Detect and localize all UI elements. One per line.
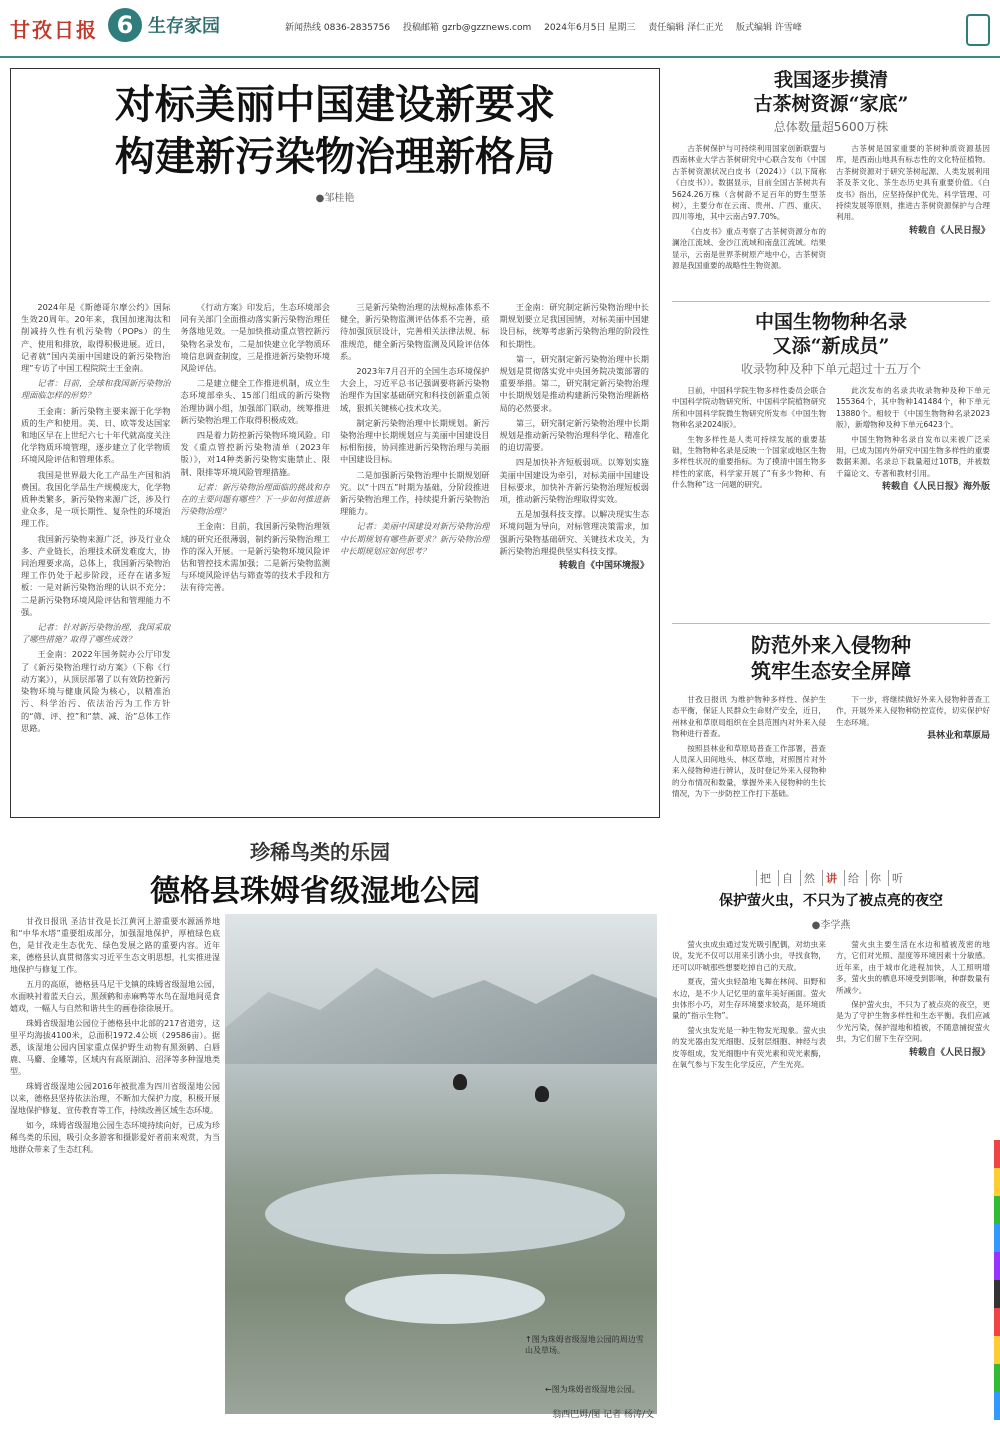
invasive-body — [672, 694, 990, 864]
paragraph: 甘孜日报讯 为维护物种多样性、保护生态平衡，保证人民群众生命财产安全，近日，州林业和草原局组织在全县范围内对外来入侵物种进行普查。 — [672, 695, 826, 739]
essay-byline: ●李学燕 — [811, 920, 851, 931]
paragraph: 王金南：新污染物主要来源于化学物质的生产和使用。美、日、欧等发达国家和地区早在上世纪六七十年代就高度关注化学物质环境管理，逐步建立了化学物质环境风险评估和管理体系。 — [21, 405, 171, 465]
paragraph: 古茶树是国家重要的茶树种质资源基因库，是西南山地具有标志性的文化特征植物。古茶树资源对于研究茶树起源、人类发展利用茶及茶文化、茶生态历史具有重要价值。《白皮书》指出，应坚持保护优先、科学管理、可持续发展等原则，推进古茶树资源保护与合理利用。 — [836, 144, 990, 222]
wetland-article — [10, 826, 658, 1418]
tea-article — [672, 68, 990, 293]
tea-subtitle: 总体数量超5600万株 — [773, 120, 889, 134]
banner-char: 然 — [800, 870, 818, 886]
paragraph: 王金南：研究制定新污染物治理中长期规划要立足我国国情，对标美丽中国建设目标，统筹考虑新污染物治理的阶段性和长期性。 — [499, 302, 649, 349]
invasive-article — [672, 632, 990, 864]
paragraph: 古茶树保护与可持续利用国家创新联盟与西南林业大学古茶树研究中心联合发布《中国古茶树资源状况白皮书（2024）》（以下简称《白皮书》）。数据显示，目前全国古茶树共有5624.26万株（含树龄不足百年的野生型茶树），主要分布在云南、贵州、广西、重庆、四川等地，其中云南占97.70%。 — [672, 144, 826, 222]
species-title — [672, 310, 990, 358]
tea-column-2 — [836, 143, 990, 293]
species-article — [672, 310, 990, 615]
essay-column-2 — [836, 939, 990, 1379]
paragraph: 萤火虫发光是一种生物发光现象。萤火虫的发光器由发光细胞、反射层细胞、神经与表皮等组成，发光细胞中有荧光素和荧光素酶，在氧气参与下发生化学反应，产生光亮。 — [672, 1025, 826, 1070]
paragraph: 三是新污染物治理的法规标准体系不健全，新污染物监测评估体系不完善，亟待加强顶层设计，完善相关法律法规、标准规范，健全新污染物监测及风险评估体系。 — [340, 302, 490, 361]
paragraph: 中国生物物种名录自发布以来被广泛采用，已成为国内外研究中国生物多样性的重要数据来源。名录总下载量超过10TB，并被数千篇论文、专著和教材引用。 — [836, 434, 990, 478]
wetland-photo — [225, 914, 657, 1414]
banner-char: 听 — [888, 870, 906, 886]
tea-title-line1: 我国逐步摸清 — [773, 69, 888, 91]
photo-caption-1: ↑图为珠姆省级湿地公园的周边雪山及草场。 — [525, 1335, 644, 1355]
snow-mountain-shape — [225, 944, 657, 1064]
paragraph: 甘孜日报讯 圣洁甘孜是长江黄河上游重要水源涵养地和“中华水塔”重要组成部分，加强湿地保护，厚植绿色底色，是甘孜走生态优先、绿色发展之路的重要内容。近年来，德格县认真贯彻落实习近平生态文明思想，扎实推进湿地保护与修复工作。 — [10, 917, 220, 974]
essay-body — [672, 939, 990, 1379]
question: 记者：目前，全球和我国新污染物治理面临怎样的形势？ — [21, 378, 171, 401]
paragraph: 《行动方案》印发后，生态环境部会同有关部门全面推动落实新污染物治理任务落地见效。一是加快推动重点管控新污染物名录发布，二是加快建立化学物质环境信息调查制度，三是推进新污染物环境风险评估。 — [180, 302, 330, 374]
essay-column-1 — [672, 939, 826, 1379]
wetland-body — [10, 916, 220, 1406]
species-column-1 — [672, 385, 826, 615]
paragraph: 萤火虫主要生活在水边和植被茂密的地方，它们对光照、湿度等环境因素十分敏感。近年来，由于城市化进程加快，人工照明增多，萤火虫的栖息环境受到影响，种群数量有所减少。 — [836, 940, 990, 995]
species-column-2 — [836, 385, 990, 615]
lead-title — [11, 79, 659, 183]
species-body — [672, 385, 990, 615]
tea-title — [672, 68, 990, 116]
paragraph: 二是加强新污染物治理中长期规划研究。以“十四五”时期为基础，分阶段推进新污染物治理工作，持续提升新污染物治理能力。 — [340, 469, 490, 517]
invasive-column-1 — [672, 694, 826, 864]
divider — [672, 623, 990, 624]
lead-title-line1: 对标美丽中国建设新要求 — [115, 81, 555, 128]
photo-caption-2: ←图为珠姆省级湿地公园。 — [545, 1385, 640, 1394]
paragraph: 五月的高原，德格县马尼干戈镇的珠姆省级湿地公园，水面映衬着蓝天白云，黑颈鹤和赤麻鸭等水鸟在湿地间觅食嬉戏，一幅人与自然和谐共生的画卷徐徐展开。 — [10, 980, 220, 1013]
banner-char: 你 — [866, 870, 884, 886]
column-banner — [672, 870, 990, 886]
paragraph: 第三，研究制定新污染物治理中长期规划是推动新污染物治理科学化、精准化的迫切需要。 — [499, 417, 649, 453]
paragraph: 夏夜，萤火虫轻盈地飞舞在林间、田野和水边，是不少人记忆里的童年美好画面。萤火虫体形小巧，对生存环境要求较高，是环境质量的“指示生物”。 — [672, 977, 826, 1021]
crane-icon — [453, 1074, 467, 1090]
question: 记者：美丽中国建设对新污染物治理中长期规划有哪些新要求？新污染物治理中长期规划应如何思考？ — [340, 521, 490, 556]
lead-source: 转载自《中国环境报》 — [558, 561, 649, 572]
species-subtitle: 收录物种及种下单元超过十五万个 — [740, 362, 921, 376]
essay-source: 转载自《人民日报》 — [908, 1047, 990, 1058]
paragraph: 按照县林业和草原局普查工作部署，普查人员深入田间地头、林区草地，对照图片对外来入侵物种进行辨认，及时登记外来入侵物种的分布情况和数量，掌握外来入侵物种的生长情况，为下一步防控工作打下基础。 — [672, 743, 826, 799]
paragraph: 珠姆省级湿地公园2016年被批准为四川省级湿地公园以来，德格县坚持依法治理，不断加大保护力度，积极开展湿地保护修复、宣传教育等工作，持续改善区域生态环境。 — [10, 1082, 220, 1115]
essay-article — [672, 870, 990, 1379]
crane-icon — [535, 1086, 549, 1102]
paragraph: 保护萤火虫，不只为了被点亮的夜空，更是为了守护生物多样性和生态平衡。我们应减少光污染，保护湿地和植被，不随意捕捉萤火虫，为它们留下生存空间。 — [836, 1000, 990, 1044]
right-column — [672, 68, 990, 1418]
responsible-editor: 责任编辑 泽仁正光 — [648, 23, 724, 33]
section-name: 生存家园 — [148, 16, 220, 37]
lead-column-1 — [21, 301, 171, 801]
species-title-line2: 又添“新成员” — [772, 335, 890, 357]
lead-body — [21, 301, 649, 801]
invasive-source: 县林业和草原局 — [926, 731, 990, 742]
wetland-title: 德格县珠姆省级湿地公园 — [150, 874, 480, 909]
layout-editor: 版式编辑 许雪峰 — [735, 23, 802, 33]
divider — [672, 301, 990, 302]
masthead-meta — [285, 20, 812, 33]
tea-body — [672, 143, 990, 293]
lead-byline: ●邹桂艳 — [315, 193, 355, 204]
essay-title: 保护萤火虫，不只为了被点亮的夜空 — [719, 893, 943, 909]
tea-title-line2: 古茶树资源“家底” — [753, 93, 909, 115]
paragraph: 《白皮书》重点考察了古茶树资源分布的澜沧江流域、金沙江流域和南盘江流域。结果显示，云南是世界茶树原产地中心，古茶树资源是我国重要的战略性生物资源。 — [672, 226, 826, 271]
wetland-kicker: 珍稀鸟类的乐园 — [250, 840, 390, 864]
paragraph: 如今，珠姆省级湿地公园生态环境持续向好，已成为珍稀鸟类的乐园，吸引众多游客和摄影爱好者前来观赏，为当地群众带来了生态红利。 — [10, 1121, 220, 1154]
masthead — [0, 0, 1000, 58]
newspaper-logo: 甘孜日报 — [10, 18, 98, 42]
invasive-title-line2: 筑牢生态安全屏障 — [751, 659, 911, 683]
paragraph: 日前，中国科学院生物多样性委员会联合中国科学院动物研究所、中国科学院植物研究所和中国科学院微生物研究所发布《中国生物物种名录2024版》。 — [672, 386, 826, 430]
lake-shape — [265, 1174, 625, 1254]
banner-char: 自 — [778, 870, 796, 886]
lead-title-line2: 构建新污染物治理新格局 — [115, 133, 555, 180]
paragraph: 五是加强科技支撑。以解决现实生态环境问题为导向，对标管理决策需求，加强新污染物基础研究、关键技术攻关，为新污染物治理提供坚实科技支撑。 — [499, 509, 649, 556]
tea-column-1 — [672, 143, 826, 293]
issue-date: 2024年6月5日 星期三 — [544, 23, 636, 33]
paragraph: 四是加快补齐短板弱项。以筹划实施美丽中国建设为牵引，对标美丽中国建设目标要求，加快补齐新污染物治理短板弱项，推动新污染物治理取得实效。 — [499, 457, 649, 505]
invasive-column-2 — [836, 694, 990, 864]
paragraph: 二是建立健全工作推进机制，成立生态环境部牵头、15部门组成的新污染物治理协调小组，加强部门联动，统筹推进新污染物治理工作取得积极成效。 — [180, 378, 330, 425]
pond-shape — [345, 1274, 545, 1324]
lead-column-3 — [340, 301, 490, 801]
banner-char: 把 — [756, 870, 774, 886]
species-title-line1: 中国生物物种名录 — [754, 311, 907, 333]
paragraph: 2023年7月召开的全国生态环境保护大会上，习近平总书记强调要将新污染物治理作为国家基础研究和科技创新重点领域，狠抓关键核心技术攻关。 — [340, 366, 490, 413]
page-number: 6 — [108, 8, 142, 42]
paragraph: 生物多样性是人类可持续发展的重要基础，生物物种名录是反映一个国家或地区生物多样性状况的重要指标。为了摸清中国生物多样性的家底，科学家开展了“有多少物种、有什么物种”这一问题的研究。 — [672, 434, 826, 490]
paragraph: 制定新污染物治理中长期规划。新污染物治理中长期规划应与美丽中国建设目标相衔接，协同推进新污染物治理与美丽中国建设目标。 — [340, 417, 490, 465]
banner-char: 给 — [844, 870, 862, 886]
paragraph: 2024年是《斯德哥尔摩公约》国际生效20周年。20年来，我国加速淘汰和削减持久性有机污染物（POPs）的生产、使用和排放，取得积极进展。近日，记者就“国内美丽中国建设的新污染物治理”专访了中国工程院院士王金南。 — [21, 302, 171, 374]
invasive-title — [672, 632, 990, 684]
paragraph: 我国是世界最大化工产品生产国和消费国。我国化学品生产规模庞大，化学物质种类繁多，新污染物来源广泛，涉及行业众多，是一项长期性、复杂性的环境治理工作。 — [21, 469, 171, 529]
lead-article — [10, 68, 660, 818]
lead-column-4 — [500, 301, 650, 801]
paragraph: 第一，研究制定新污染物治理中长期规划是贯彻落实党中央国务院决策部署的重要举措。第二，研究制定新污染物治理中长期规划是推动构建新污染物治理新格局的必然要求。 — [499, 353, 649, 413]
paragraph: 四是着力防控新污染物环境风险。印发《重点管控新污染物清单（2023年版）》，对14种类新污染物实施禁止、限制、限排等环境风险管理措施。 — [180, 430, 330, 477]
paragraph: 下一步，将继续做好外来入侵物种普查工作，开展外来入侵物种防控宣传，切实保护好生态环境。 — [836, 695, 990, 727]
paragraph: 此次发布的名录共收录物种及种下单元155364个，其中物种141484个，种下单元13880个。相较于《中国生物物种名录2023版》，新增物种及种下单元6423个。 — [836, 386, 990, 430]
lead-column-2 — [181, 301, 331, 801]
paragraph: 我国新污染物来源广泛，涉及行业众多、产业链长，治理技术研发难度大，协同治理要求高，总体上，我国新污染物治理工作仍处于起步阶段，还存在诸多短板：一是对新污染物治理的认识不充分；二是新污染物环境风险评估和管理能力不强。 — [21, 533, 171, 617]
tea-source: 转载自《人民日报》 — [908, 225, 990, 236]
paragraph: 萤火虫成虫通过发光吸引配偶，对幼虫来说，发光不仅可以用来引诱小虫，寻找食物，还可以吓唬那些想要吃掉自己的天敌。 — [672, 940, 826, 972]
question: 记者：针对新污染物治理，我国采取了哪些措施？取得了哪些成效？ — [21, 622, 171, 645]
invasive-title-line1: 防范外来入侵物种 — [751, 633, 911, 657]
submission-email: 投稿邮箱 gzrb@gzznews.com — [402, 23, 532, 33]
banner-char: 讲 — [822, 870, 840, 886]
paragraph: 王金南：目前，我国新污染物治理领域的研究还很薄弱，制约新污染物治理工作的深入开展。一是新污染物环境风险评估和管控技术需加强；二是新污染物监测与环境风险评估与筛查等的技术手段和方法有待完善。 — [180, 521, 330, 593]
question: 记者：新污染物治理面临的挑战和存在的主要问题有哪些？下一步如何推进新污染物治理？ — [180, 481, 330, 517]
wetland-credit: 翁西巴姆/图 记者 杨涛/文 — [552, 1410, 654, 1420]
news-hotline: 新闻热线 0836-2835756 — [285, 23, 391, 33]
species-source: 转载自《人民日报》海外版 — [881, 482, 990, 493]
paragraph: 王金南：2022年国务院办公厅印发了《新污染物治理行动方案》（下称《行动方案》），从顶层部署了以有效防控新污染物环境与健康风险为核心，以精准治污、科学治污、依法治污为工作方针的“筛、评、控”和“禁、减、治”总体工作思路。 — [21, 649, 171, 733]
color-calibration-strip — [994, 1140, 1000, 1420]
decorative-frame-icon — [966, 14, 990, 46]
paragraph: 珠姆省级湿地公园位于德格县中北部的217省道旁，这里平均海拔4100米，总面积1972.4公顷（29586亩）。据悉，该湿地公园内国家重点保护野生动物有黑颈鹤、白唇鹿、马麝、金雕等，区域内有高原湖泊、沼泽等多种湿地类型。 — [10, 1019, 220, 1076]
